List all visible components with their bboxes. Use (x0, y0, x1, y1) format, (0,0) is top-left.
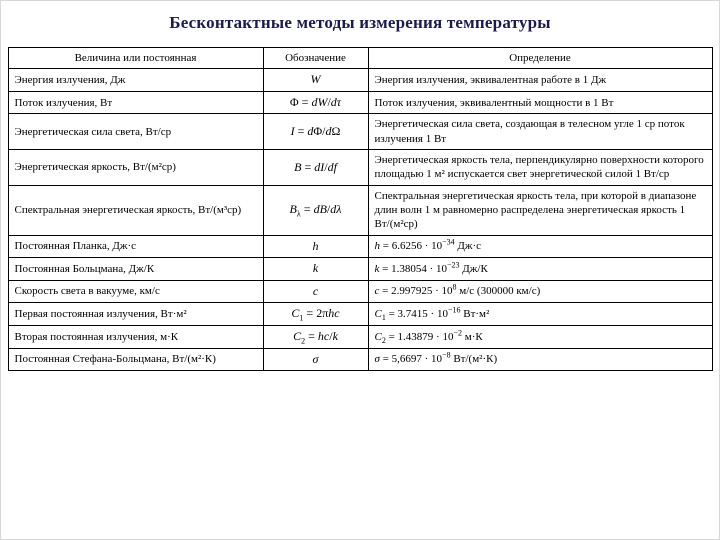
table-row (8, 185, 712, 235)
definition-cell: $c = 2.997925 \cdot 10^8$ м/с (300000 км/с) (368, 280, 712, 303)
symbol-cell: $C_1 = 2\pi hc$ (263, 303, 368, 326)
definition-cell: $C_2 = 1.43879 \cdot 10^{-2}$ м·К (368, 325, 712, 348)
symbol-cell: I = dΦ/dΩ (263, 114, 368, 150)
definition-cell: Энергетическая яркость тела, перпендикулярно поверхности которого площадью 1 м² испускается свет энергетической силой 1 Вт/ср (368, 150, 712, 186)
table-row (8, 258, 712, 281)
quantity-cell: Первая постоянная излучения, Вт·м² (8, 303, 263, 326)
quantity-cell: Поток излучения, Вт (8, 91, 263, 114)
symbol-cell: Φ = dW/dτ (263, 91, 368, 114)
header-definition: Определение (368, 48, 712, 69)
symbol-cell: σ (263, 348, 368, 371)
quantity-cell: Энергетическая яркость, Вт/(м²ср) (8, 150, 263, 186)
symbol-cell: $C_2 = hc/k$ (263, 325, 368, 348)
symbol-cell: $B_\lambda = dB/d\lambda$ (263, 185, 368, 235)
quantity-cell: Энергетическая сила света, Вт/ср (8, 114, 263, 150)
quantity-cell: Энергия излучения, Дж (8, 69, 263, 92)
quantity-cell: Постоянная Стефана-Больцмана, Вт/(м²·К) (8, 348, 263, 371)
table-row (8, 325, 712, 348)
definition-cell: $C_1 = 3.7415 \cdot 10^{-16}$ Вт·м² (368, 303, 712, 326)
quantity-cell: Постоянная Планка, Дж·с (8, 235, 263, 258)
table-row (8, 303, 712, 326)
table-row (8, 69, 712, 92)
table-row (8, 280, 712, 303)
quantity-cell: Постоянная Больцмана, Дж/К (8, 258, 263, 281)
page-title: Бесконтактные методы измерения температуры (169, 13, 551, 32)
table-header-row (8, 48, 712, 69)
quantity-cell: Вторая постоянная излучения, м·К (8, 325, 263, 348)
symbol-cell: W (263, 69, 368, 92)
measurement-table (8, 47, 713, 371)
quantity-cell: Скорость света в вакууме, км/с (8, 280, 263, 303)
definition-cell: Поток излучения, эквивалентный мощности в 1 Вт (368, 91, 712, 114)
definition-cell: Энергетическая сила света, создающая в телесном угле 1 ср поток излучения 1 Вт (368, 114, 712, 150)
table-row (8, 235, 712, 258)
symbol-cell: B = dI/df (263, 150, 368, 186)
symbol-cell: k (263, 258, 368, 281)
symbol-cell: c (263, 280, 368, 303)
quantity-cell: Спектральная энергетическая яркость, Вт/(м³ср) (8, 185, 263, 235)
table-row (8, 348, 712, 371)
header-symbol: Обозначение (263, 48, 368, 69)
definition-cell: $h = 6.6256 \cdot 10^{-34}$ Дж·с (368, 235, 712, 258)
symbol-cell: h (263, 235, 368, 258)
table-row (8, 114, 712, 150)
definition-cell: $k = 1.38054 \cdot 10^{-23}$ Дж/К (368, 258, 712, 281)
table-row (8, 150, 712, 186)
definition-cell: $\sigma = 5,6697 \cdot 10^{-8}$ Вт/(м²·К) (368, 348, 712, 371)
table-row (8, 91, 712, 114)
definition-cell: Спектральная энергетическая яркость тела, при которой в диапазоне длин волн 1 м равномерно распределена энергетическая яркость 1 Вт/(м²ср) (368, 185, 712, 235)
header-quantity: Величина или постоянная (8, 48, 263, 69)
definition-cell: Энергия излучения, эквивалентная работе в 1 Дж (368, 69, 712, 92)
